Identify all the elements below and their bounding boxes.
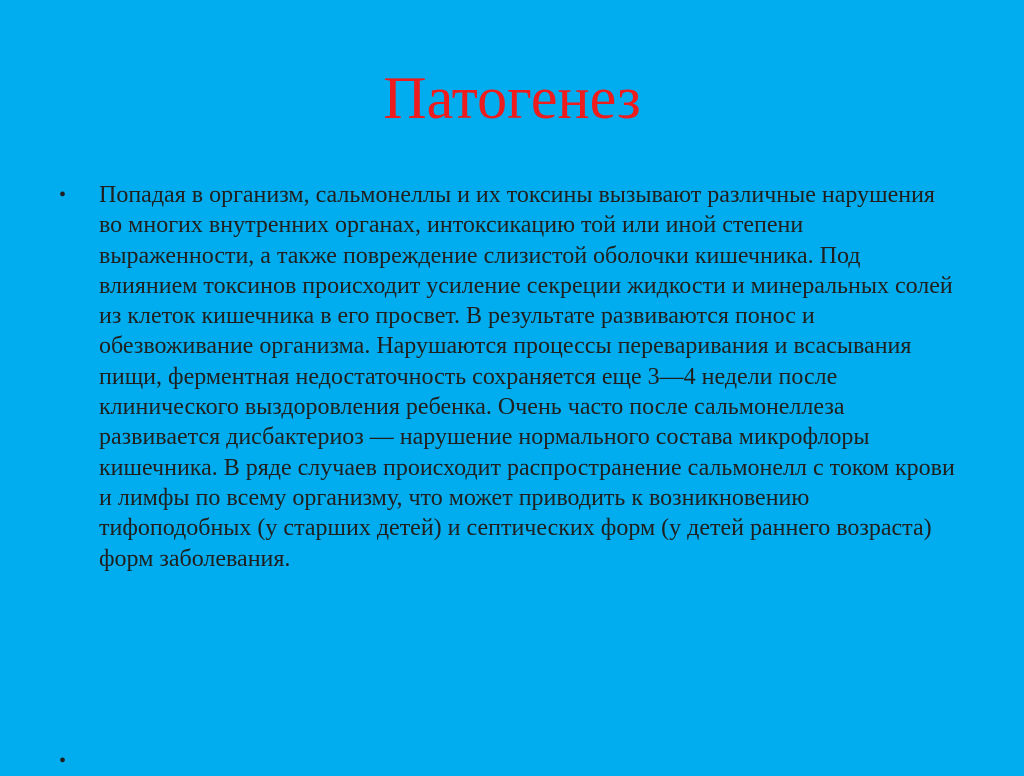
bullet-point-icon: •: [59, 184, 67, 206]
bullet-list: [56, 180, 956, 574]
bullet-text: Попадая в организм, сальмонеллы и их токсины вызывают различные нарушения во многих внутренних органах, интоксикацию той или иной степени выраженности, а также повреждение слизистой оболочки кишечника. Под влиянием токсинов происходит усиление секреции жидкости и минеральных солей из клеток кишечника в его просвет. В результате развиваются понос и обезвоживание организма. Нарушаются процессы переваривания и всасывания пищи, ферментная недостаточность сохраняется еще 3—4 недели после клинического выздоровления ребенка. Очень часто после сальмонеллеза развивается дисбактериоз — нарушение нормального состава микрофлоры кишечника. В ряде случаев происходит распространение сальмонелл с током крови и лимфы по всему организму, что может приводить к возникновению тифоподобных (у старших детей) и септических форм (у детей раннего возраста) форм заболевания.: [99, 182, 955, 572]
slide-title: Патогенез: [383, 65, 641, 131]
empty-bullet-item: [56, 746, 76, 772]
bullet-point-icon: •: [59, 750, 67, 772]
bullet-item: [56, 180, 956, 574]
